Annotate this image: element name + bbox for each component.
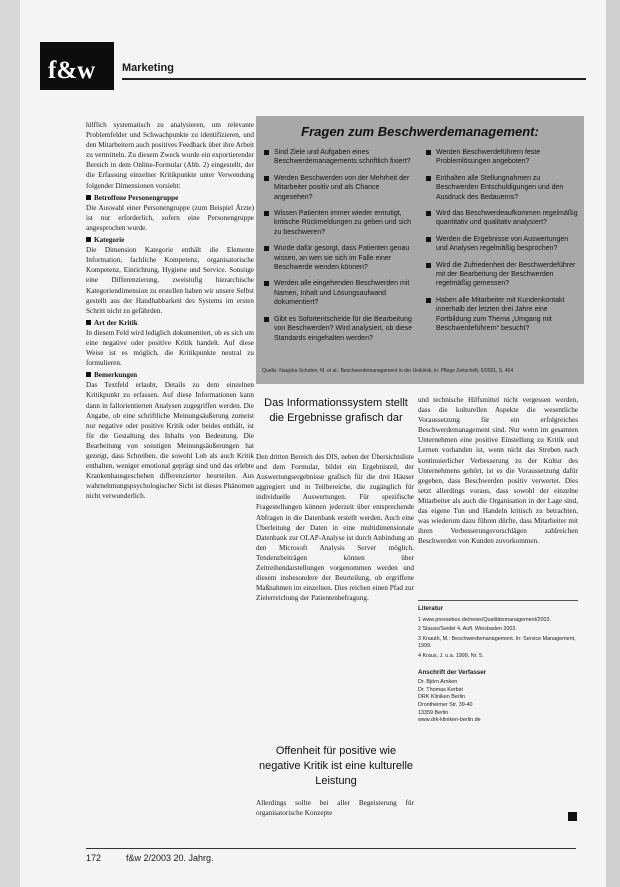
subheading-information-system: Das Informationssystem stellt die Ergebnisse grafisch dar (264, 397, 408, 424)
box-question: Wurde dafür gesorgt, dass Patienten genau wissen, an wen sie sich im Falle einer Beschwerde wenden können? (264, 244, 414, 272)
middle-column (256, 452, 414, 603)
box-question: Gibt es Sofortentscheide für die Bearbeitung von Beschwerden? Wird analysiert, ob diese Standards eingehalten werden? (264, 315, 414, 343)
scan-edge-left (0, 0, 20, 887)
left-intro-paragraph: hilflich systematisch zu analysieren, um relevante Problemfelder und Schwachpunkte zu identifizieren, und den Mitarbeitern auch positives Feedback über ihre Arbeit zu vermitteln. Zu diesem Zweck wurde ein exportierender Bereich in dem Online-Formular (Abb. 2) eingestellt, der die Erfassung einzelner Kritikpunkte unter Verwendung folgender Dimensionen vorsieht: (86, 121, 254, 190)
reference-item: 1 www.pressebox.de/news/Qualitätsmanagement/2003. (418, 616, 552, 623)
bullet-heading (86, 235, 254, 245)
box-question: Werden die Ergebnisse von Auswertungen und Analysen regelmäßig besprochen? (426, 235, 578, 254)
bullet-heading (86, 370, 254, 380)
bullet-heading (86, 193, 254, 203)
box-question: Wird die Zufriedenheit der Beschwerdeführer mit der Bearbeitung der Beschwerden regelmäßig gemessen? (426, 261, 578, 289)
bullet-square-icon (86, 237, 91, 242)
box-question: Enthalten alle Stellungnahmen zu Beschwerden Entschuldigungen und den Ausdruck des Bedauerns? (426, 174, 578, 202)
box-question: Wissen Patienten immer wieder ermutigt, kritische Rückmeldungen zu geben und sich zu beschweren? (264, 209, 414, 237)
reference-item: 3 Knauth, M.: Beschwerdemanagement. In: Service Management, 1999. (418, 635, 576, 650)
questions-box (256, 116, 584, 384)
bullet-heading-text: Betroffene Personengruppe (94, 193, 179, 202)
box-question: Werden Beschwerdeführern feste Problemlösungen angeboten? (426, 148, 578, 167)
reference-item: 2 Stauss/Seidel 4. Aufl. Wiesbaden 2003. (418, 626, 517, 633)
box-list-right (426, 148, 578, 341)
box-question: Sind Ziele und Aufgaben eines Beschwerdemanagements schriftlich fixiert? (264, 148, 414, 167)
box-question: Werden alle eingehenden Beschwerden mit Namen, Inhalt und Lösungsaufwand dokumentiert? (264, 279, 414, 307)
reference-item: 4 Kraus, J. u.a. 1999, Nr. 5. (418, 652, 484, 659)
page-number: 172 (86, 853, 102, 863)
journal-issue: f&w 2/2003 20. Jahrg. (126, 853, 214, 863)
bullet-square-icon (86, 372, 91, 377)
author-line: www.drk-kliniken-berlin.de (418, 717, 481, 724)
box-source: Quelle: Naujoks-Schober, M. et al.: Beschwerdemanagement in der Uniklinik, in: Pflege Zeitschrift, 6/2001, S. 404 (262, 368, 514, 374)
right-column (418, 395, 578, 546)
author-line: Dr. Thomas Kerbst (418, 686, 463, 693)
article-end-mark-icon (568, 812, 577, 821)
bullet-text: Die Dimension Kategorie enthält die Elemente Information, fachliche Kompetenz, organisatorische Kompetenz, Einrichtung, Hygiene und Service. Sonstige eine Differenzierung, zweistufig hierarchische Kategoriendimension zu erstellen haben wir unsere Selbst gestellt aus der Handhabbarkeit des Systems im ersten Schritt nicht zu gefährden. (86, 246, 254, 315)
bullet-text: In diesem Feld wird lediglich dokumentiert, ob es sich um eine negative oder positive Kritik handelt. Auf diese Weise ist es möglich, die Kritikpunkte neutral zu formulieren. (86, 328, 254, 368)
bullet-text: Das Textfeld erlaubt, Details zu dem einzelnen Kritikpunkt zu erfassen. Auf diese Informationen kann dann in fallorientierten Analysen zugegriffen werden. Die Angabe, ob eine schriftliche Meinungsäußerung zumeist nur negative oder positive Kritik oder beides enthält, ist für die Gestaltung des Inhalts von Bedeutung. Die Bearbeitung von sonstigen Meinungsäußerungen hat gezeigt, dass Schreiben, die sowohl Lob als auch Kritik enthalten, weniger emotional geprägt sind und das erlebte Krankenhausgeschehen differenzierter beurteilen. Aus wahrnehmungspsychologischer Sicht ist dieses Phänomen nicht verwunderlich. (86, 381, 254, 501)
header-rule (122, 78, 586, 80)
bullet-square-icon (86, 320, 91, 325)
box-question: Werden Beschwerden von der Mehrheit der Mitarbeiter positiv und als Chance angesehen? (264, 174, 414, 202)
bullet-heading-text: Bemerkungen (94, 371, 138, 380)
authors-heading: Anschrift der Verfasser (418, 668, 487, 676)
bullet-heading (86, 318, 254, 328)
author-line: 13359 Berlin (418, 709, 449, 716)
author-line: DRK Kliniken Berlin (418, 694, 466, 701)
references-block (418, 600, 578, 725)
box-question: Haben alle Mitarbeiter mit Kundenkontakt innerhalb der letzten drei Jahre eine Fortbildung zum Thema „Umgang mit Beschwerdeführern“ besucht? (426, 296, 578, 334)
middle-paragraph: Den dritten Bereich des DIS, neben der Übersichtsliste und dem Formular, bildet ein Ergebnisteil, der Auswertungsergebnisse grafisch für die drei Häuser aggregiert und in Teilbereiche, die zugänglich für individuelle Auswertungen. Für spezifische Fragestellungen können jederzeit über entsprechende Abfragen in die Datenbank erstellt werden. Auch eine Überleitung der Daten in eine multidimensionale Datenbank zur OLAP-Analyse ist durch Anbindung an den Microsoft Analysis Server möglich. Tendenzbeiträgen können über Zeitreihendarstellungen vorgenommen werden und diesem insbesondere der Beurteilung, ob ergriffene Maßnahmen im einzelnen. Dies reichen einen Pfad zur Zielerreichung der Patientenbefragung. (256, 453, 414, 603)
bullet-heading-text: Kategorie (94, 236, 125, 245)
bullet-heading-text: Art der Kritik (94, 318, 138, 327)
author-line: Dr. Björn Arnken (418, 679, 458, 686)
author-line: Drontheimer Str. 39-40 (418, 701, 473, 708)
journal-logo: f&w (40, 42, 114, 90)
box-title: Fragen zum Beschwerdemanagement: (301, 124, 539, 139)
right-paragraph: und technische Hilfsmittel nicht vergessen werden, dass die kulturellen Aspekte die wesentliche Voraussetzung für ein erfolgreiches Beschwerdemanagement sind. Nur wenn im gesamten Unternehmen eine positive Einstellung zu Kritik und Lernen vorhanden ist, wenn nicht das Streben nach kontinuierlicher Verbesserung zu der Kultur des Unternehmens gehört, ist es die Voraussetzung dafür gegeben, dass Beschwerden positiv verwertet. Dies setzt allerdings voraus, dass sowohl der einzelne Mitarbeiter als auch die Organisation in der Lage sind, das eigene Tun und Handeln kritisch zu betrachten, was wiederum dazu führen dürfte, dass Mitarbeiter mit ihren Verbesserungsvorschlägen zahlreichen Beschwerden von Kunden zuvorkommen. (418, 396, 578, 546)
scan-edge-right (606, 0, 620, 887)
subheading-openness: Offenheit für positive wie negative Kritik ist eine kulturelle Leistung (258, 745, 414, 787)
left-column (86, 120, 254, 501)
footer-rule (86, 848, 576, 849)
references-heading: Literatur (418, 600, 578, 613)
middle-paragraph-2: Allerdings sollte bei aller Begeisterung für organisatorische Konzepte (256, 799, 414, 818)
section-label: Marketing (122, 62, 174, 74)
box-question: Wird das Beschwerdeaufkommen regelmäßig quantitativ und qualitativ analysiert? (426, 209, 578, 228)
bullet-text: Die Auswahl einer Personengruppe (zum Beispiel Ärzte) ist nur erforderlich, sofern eine Personengruppe angesprochen wurde. (86, 203, 254, 232)
box-list-left (264, 148, 414, 350)
bullet-square-icon (86, 195, 91, 200)
